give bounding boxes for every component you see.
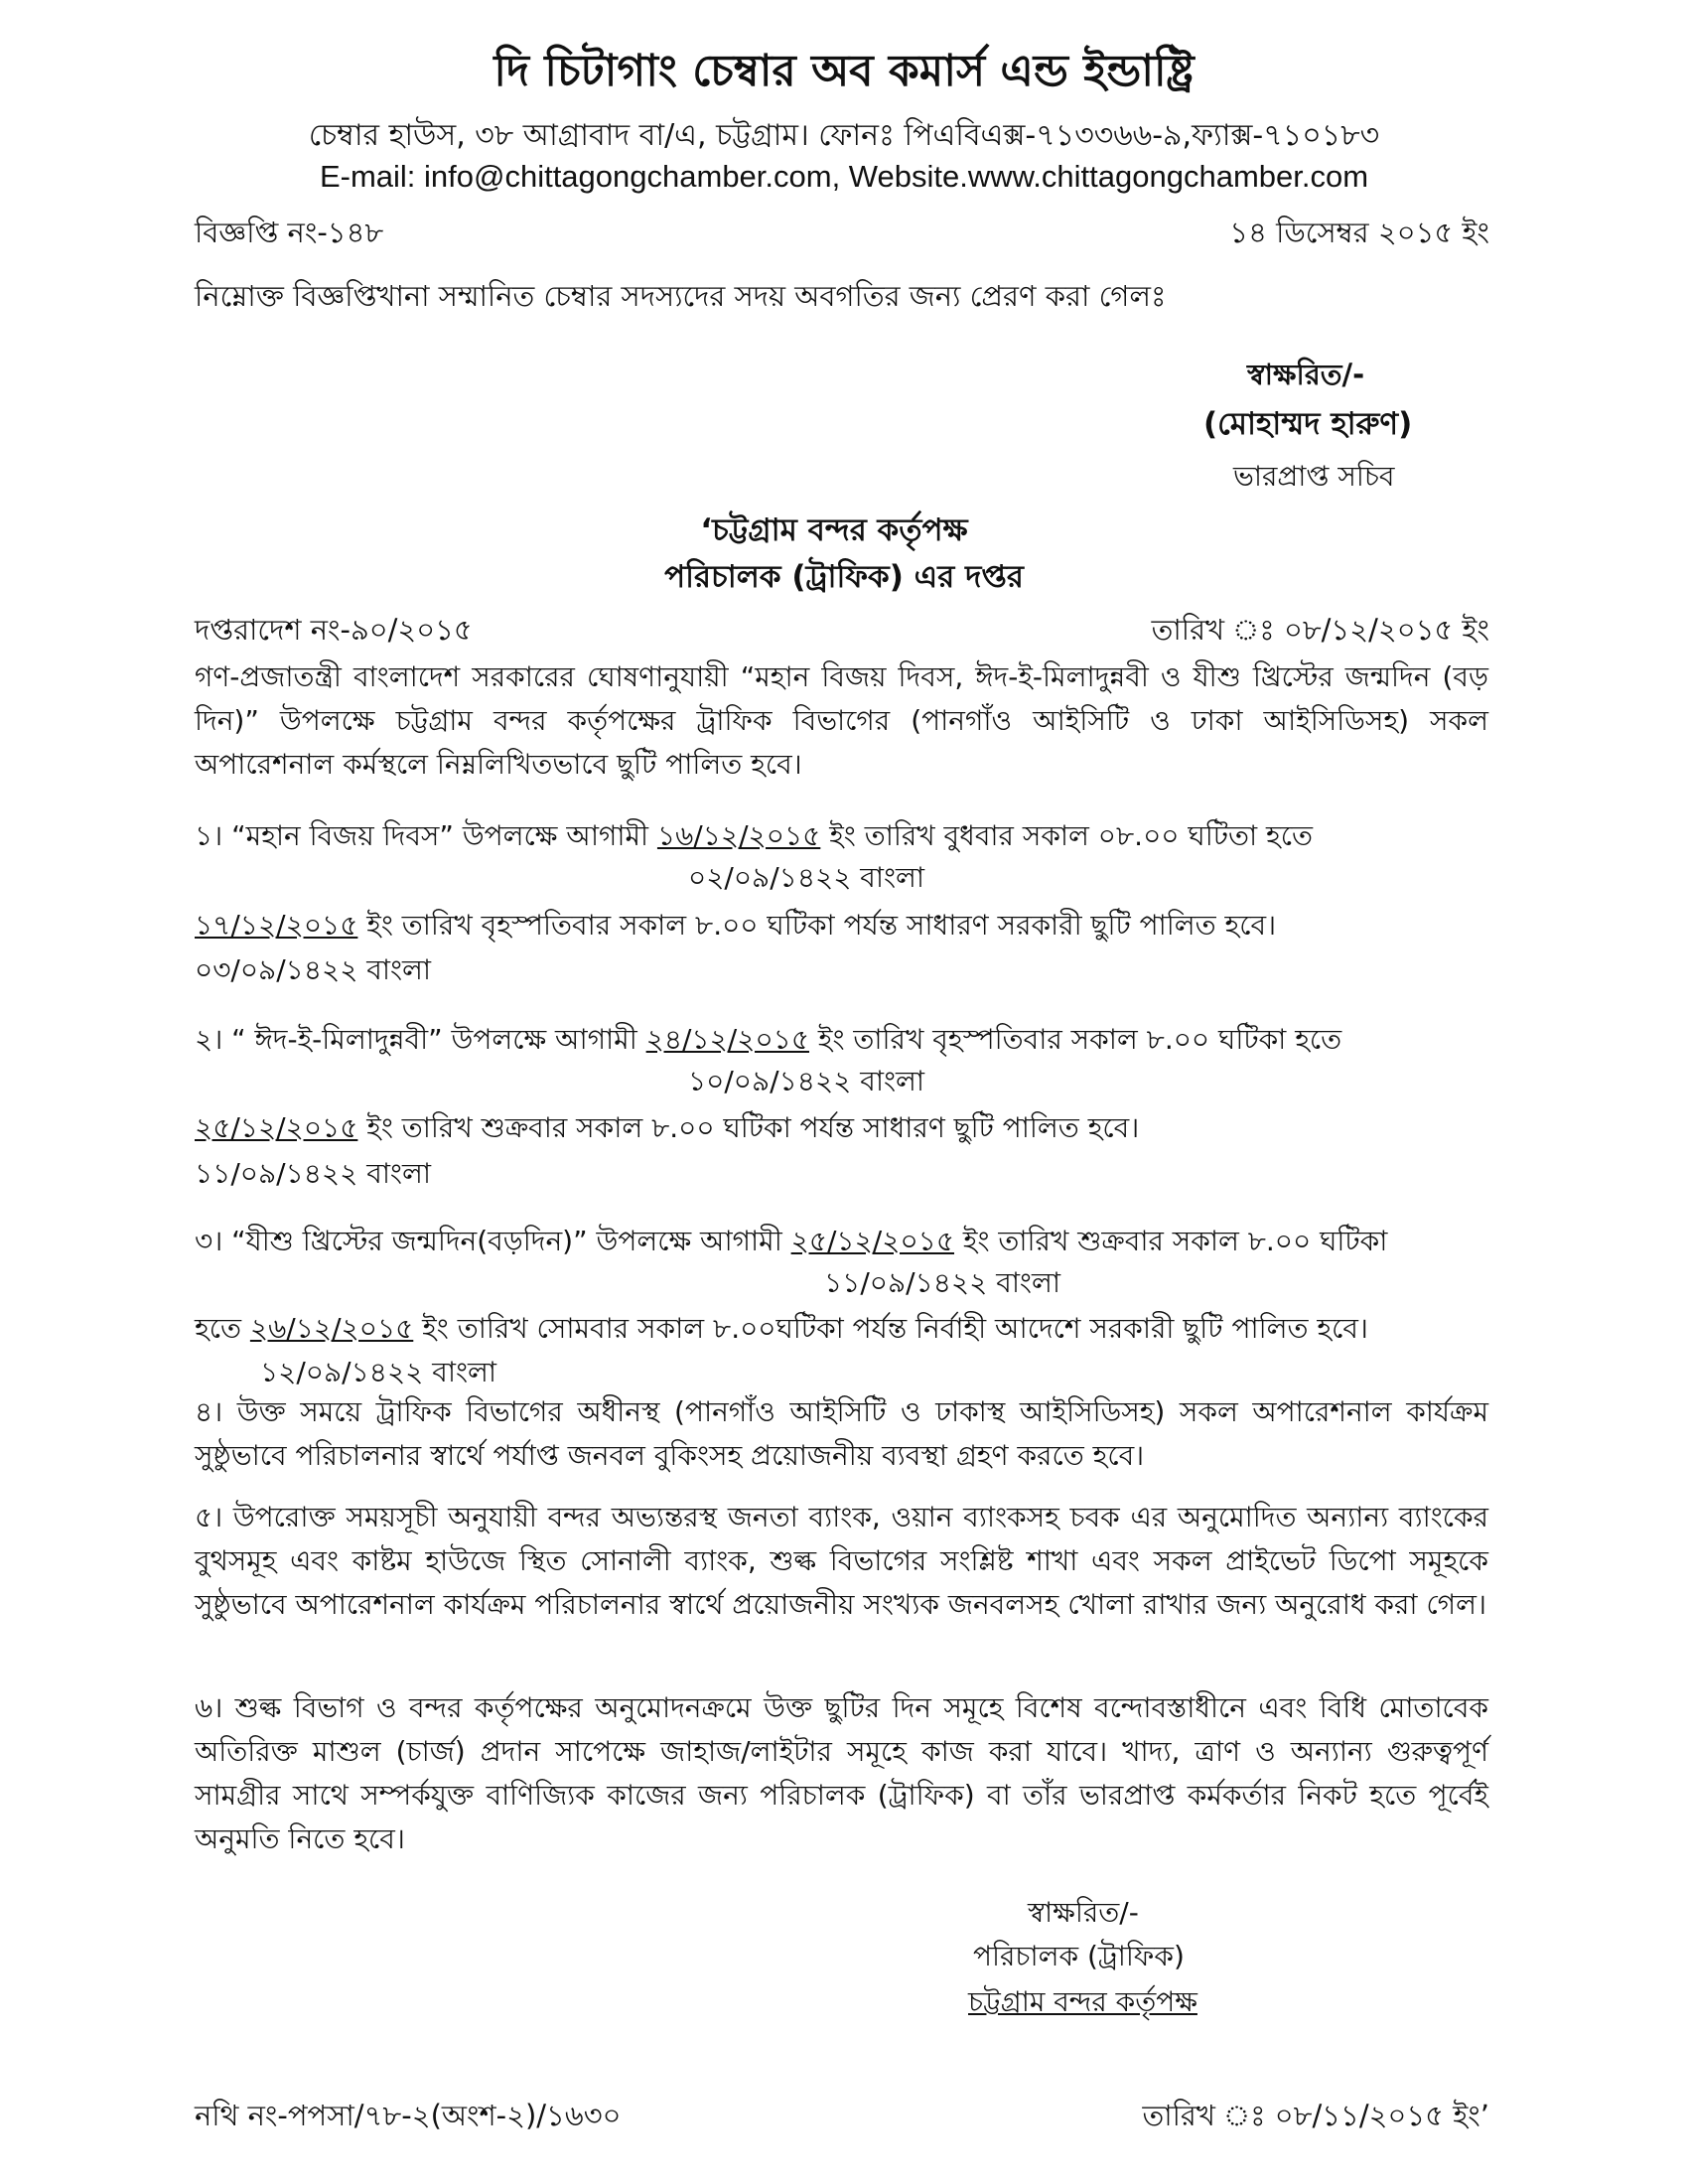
item-1-bangla-2: ০৩/০৯/১৪২২ বাংলা: [195, 953, 432, 986]
item-3-bangla-1: ১১/০৯/১৪২২ বাংলা: [824, 1266, 1060, 1299]
file-number: নথি নং-পপসা/৭৮-২(অংশ-২)/১৬৩০: [195, 2099, 622, 2132]
chamber-signatory-designation: ভারপ্রাপ্ত সচিব: [1233, 460, 1395, 493]
item-3-text-a: ৩। “যীশু খ্রিস্টের জন্মদিন(বড়দিন)” উপলক্ষে আগামী: [195, 1225, 791, 1257]
org-contact: E-mail: info@chittagongchamber.com, Website.www.chittagongchamber.com: [319, 159, 1369, 194]
item-5: ৫। উপরোক্ত সময়সূচী অনুযায়ী বন্দর অভ্যন্তরস্থ জনতা ব্যাংক, ওয়ান ব্যাংকসহ চবক এর অনুমোদিত অন্যান্য ব্যাংকের বুথসমূহ এবং কাষ্টম হাউজে স্থিত সোনালী ব্যাংক, শুল্ক বিভাগের সংশ্লিষ্ট শাখা এবং সকল প্রাইভেট ডিপো সমূহকে সুষ্ঠুভাবে অপারেশনাল কার্যক্রম পরিচালনার স্বার্থে প্রয়োজনীয় সংখ্যক জনবলসহ খোলা রাখার জন্য অনুরোধ করা গেল।: [195, 1501, 1488, 1621]
authority-signatory-designation: পরিচালক (ট্রাফিক): [973, 1940, 1185, 1972]
authority-office: পরিচালক (ট্রাফিক) এর দপ্তর: [664, 559, 1024, 595]
org-address: চেম্বার হাউস, ৩৮ আগ্রাবাদ বা/এ, চট্টগ্রাম। ফোনঃ পিএবিএক্স-৭১৩৩৬৬-৯,ফ্যাক্স-৭১০১৮৩: [308, 118, 1380, 153]
item-1-text-b: ইং তারিখ বুধবার সকাল ০৮.০০ ঘটিতা হতে: [820, 819, 1313, 852]
order-date: তারিখ ঃ ০৮/১২/২০১৫ ইং: [1151, 613, 1489, 647]
body-intro: গণ-প্রজাতন্ত্রী বাংলাদেশ সরকারের ঘোষণানুযায়ী “মহান বিজয় দিবস, ঈদ-ই-মিলাদুন্নবী ও যীশু খ্রিস্টের জন্মদিন (বড় দিন)” উপলক্ষে চট্টগ্রাম বন্দর কর্তৃপক্ষের ট্রাফিক বিভাগের (পানগাঁও আইসিটি ও ঢাকা আইসিডিসহ) সকল অপারেশনাল কর্মস্থলে নিম্নলিখিতভাবে ছুটি পালিত হবে।: [195, 660, 1488, 781]
notice-date: ১৪ ডিসেম্বর ২০১৫ ইং: [1229, 216, 1489, 249]
item-2-text-c: ইং তারিখ শুক্রবার সকাল ৮.০০ ঘটিকা পর্যন্ত সাধারণ ছুটি পালিত হবে।: [357, 1111, 1140, 1144]
item-2-date-2: ২৫/১২/২০১৫: [195, 1111, 358, 1144]
item-3-line-1: [195, 1220, 1387, 1266]
item-2-date-1: ২৪/১২/২০১৫: [645, 1023, 809, 1056]
item-3-text-pre: হতে: [195, 1312, 250, 1345]
authority-signatory-org: চট্টগ্রাম বন্দর কর্তৃপক্ষ: [968, 1985, 1197, 2018]
chamber-signatory-name: (মোহাম্মদ হারুণ): [1203, 406, 1413, 442]
item-1-bangla-1: ০২/০৯/১৪২২ বাংলা: [688, 861, 925, 894]
notice-number: বিজ্ঞপ্তি নং-১৪৮: [195, 216, 384, 249]
item-2-text-a: ২। “ ঈদ-ই-মিলাদুন্নবী” উপলক্ষে আগামী: [195, 1023, 646, 1056]
file-date: তারিখ ঃ ০৮/১১/২০১৫ ইং’: [1142, 2099, 1489, 2132]
notice-intro: নিম্নোক্ত বিজ্ঞপ্তিখানা সম্মানিত চেম্বার সদস্যদের সদয় অবগতির জন্য প্রেরণ করা গেলঃ: [195, 279, 1167, 313]
item-3-bangla-2: ১২/০৯/১৪২২ বাংলা: [260, 1356, 497, 1388]
authority-name: ‘চট্টগ্রাম বন্দর কর্তৃপক্ষ: [700, 512, 968, 548]
item-3-text-b: ইং তারিখ শুক্রবার সকাল ৮.০০ ঘটিকা: [954, 1225, 1388, 1257]
item-3-date-1: ২৫/১২/২০১৫: [790, 1225, 954, 1257]
item-2-line-2: [195, 1106, 1139, 1153]
item-2-bangla-1: ১০/০৯/১৪২২ বাংলা: [688, 1065, 925, 1097]
authority-signed: স্বাক্ষরিত/-: [1028, 1896, 1139, 1929]
item-2-text-b: ইং তারিখ বৃহস্পতিবার সকাল ৮.০০ ঘটিকা হতে: [809, 1023, 1342, 1056]
item-1-line-2: [195, 904, 1276, 950]
item-1-date-1: ১৬/১২/২০১৫: [656, 819, 821, 852]
item-1-text-a: ১। “মহান বিজয় দিবস” উপলক্ষে আগামী: [195, 819, 657, 852]
item-1-date-2: ১৭/১২/২০১৫: [195, 909, 358, 942]
item-3-line-2: [195, 1307, 1368, 1354]
item-3-text-c: ইং তারিখ সোমবার সকাল ৮.০০ঘটিকা পর্যন্ত নির্বাহী আদেশে সরকারী ছুটি পালিত হবে।: [413, 1312, 1368, 1345]
org-name: দি চিটাগাং চেম্বার অব কমার্স এন্ড ইন্ডাষ্ট্রি: [493, 46, 1195, 96]
item-2-bangla-2: ১১/০৯/১৪২২ বাংলা: [195, 1157, 431, 1190]
item-6: ৬। শুল্ক বিভাগ ও বন্দর কর্তৃপক্ষের অনুমোদনক্রমে উক্ত ছুটির দিন সমূহে বিশেষ বন্দোবস্তাধীনে এবং বিধি মোতাবেক অতিরিক্ত মাশুল (চার্জ) প্রদান সাপেক্ষে জাহাজ/লাইটার সমূহে কাজ করা যাবে। খাদ্য, ত্রাণ ও অন্যান্য গুরুত্বপূর্ণ সামগ্রীর সাথে সম্পর্কযুক্ত বাণিজ্যিক কাজের জন্য পরিচালক (ট্রাফিক) বা তাঁর ভারপ্রাপ্ত কর্মকর্তার নিকট হতে পূর্বেই অনুমতি নিতে হবে।: [195, 1691, 1488, 1855]
item-1-line-1: [195, 814, 1313, 861]
chamber-signed: স্বাক্ষরিত/-: [1247, 358, 1365, 391]
item-1-text-c: ইং তারিখ বৃহস্পতিবার সকাল ৮.০০ ঘটিকা পর্যন্ত সাধারণ সরকারী ছুটি পালিত হবে।: [357, 909, 1277, 942]
order-number: দপ্তরাদেশ নং-৯০/২০১৫: [195, 613, 473, 647]
item-2-line-1: [195, 1018, 1341, 1065]
item-4: ৪। উক্ত সময়ে ট্রাফিক বিভাগের অধীনস্থ (পানগাঁও আইসিটি ও ঢাকাস্থ আইসিডিসহ) সকল অপারেশনাল কার্যক্রম সুষ্ঠুভাবে পরিচালনার স্বার্থে পর্যাপ্ত জনবল বুকিংসহ প্রয়োজনীয় ব্যবস্থা গ্রহণ করতে হবে।: [195, 1395, 1488, 1472]
item-3-date-2: ২৬/১২/২০১৫: [249, 1312, 414, 1345]
